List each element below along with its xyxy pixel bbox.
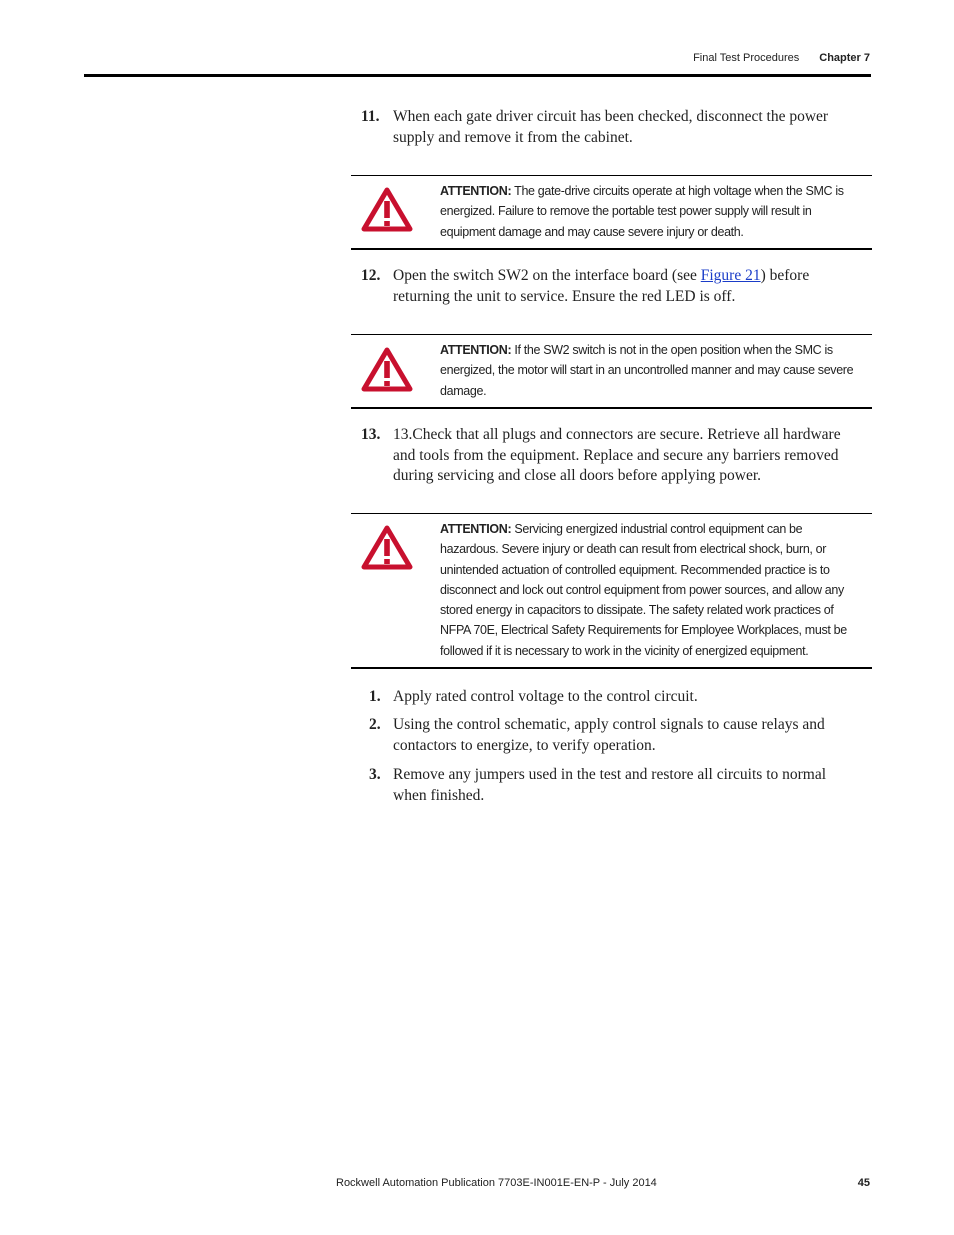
attention-text: Servicing energized industrial control equipment can be hazardous. Severe injury or death can result from electrical shock, burn, or unintended actuation of controlled equipment. Recommended practice is to disconnect and lock out control equipment from power sources, and allow any stored energy in capacitors to dissipate. The safety related work practices of NFPA 70E, Electrical Safety Requirements for Employee Workplaces, must be followed if it is necessary to work in the vicinity of energized equipment. — [440, 522, 847, 658]
step-text-after: ) before returning the unit to service. Ensure the red LED is off. — [393, 267, 810, 305]
step-text: Remove any jumpers used in the test and restore all circuits to normal when finished. — [393, 766, 827, 804]
attention-label: ATTENTION: — [440, 184, 512, 198]
attention-box-1 — [351, 175, 872, 250]
step-text: 13.Check that all plugs and connectors are secure. Retrieve all hardware and tools from the equipment. Replace and secure any barriers removed during servicing and close all doors before applying power. — [393, 426, 841, 484]
step-2 — [361, 715, 861, 756]
page-header — [693, 52, 870, 64]
step-text-before: Open the switch SW2 on the interface board (see — [393, 267, 701, 284]
warning-triangle-icon — [361, 186, 413, 232]
step-number: 13. — [361, 426, 381, 443]
footer-publication: Rockwell Automation Publication 7703E-IN001E-EN-P - July 2014 — [336, 1177, 657, 1189]
attention-box-2 — [351, 334, 872, 409]
attention-text: If the SW2 switch is not in the open position when the SMC is energized, the motor will start in an uncontrolled manner and may cause severe damage. — [440, 343, 854, 398]
step-number: 11. — [361, 108, 380, 125]
step-number: 1. — [369, 688, 381, 705]
step-12 — [361, 266, 861, 307]
step-text: Apply rated control voltage to the control circuit. — [393, 688, 698, 705]
attention-message — [440, 519, 858, 661]
header-chapter: Chapter 7 — [819, 52, 870, 64]
attention-box-3 — [351, 513, 872, 669]
warning-triangle-icon — [361, 524, 413, 570]
attention-text: The gate-drive circuits operate at high voltage when the SMC is energized. Failure to remove the portable test power supply will result in equipment damage and may cause severe injury or death. — [440, 184, 844, 239]
attention-message — [440, 181, 858, 242]
step-text — [393, 266, 861, 307]
step-number: 2. — [369, 716, 381, 733]
step-number: 3. — [369, 766, 381, 783]
step-1 — [361, 687, 861, 708]
header-section: Final Test Procedures — [693, 52, 800, 64]
warning-triangle-icon — [361, 346, 413, 392]
step-3 — [361, 765, 861, 806]
figure-21-link[interactable]: Figure 21 — [700, 267, 761, 284]
step-11 — [361, 107, 861, 148]
header-rule — [84, 74, 871, 77]
page-number: 45 — [857, 1177, 870, 1189]
step-text: When each gate driver circuit has been checked, disconnect the power supply and remove it from the cabinet. — [393, 108, 829, 146]
attention-label: ATTENTION: — [440, 522, 512, 536]
attention-label: ATTENTION: — [440, 343, 512, 357]
step-number: 12. — [361, 267, 381, 284]
step-text: Using the control schematic, apply control signals to cause relays and contactors to energize, to verify operation. — [393, 716, 825, 754]
attention-message — [440, 340, 858, 401]
step-13 — [361, 425, 861, 487]
